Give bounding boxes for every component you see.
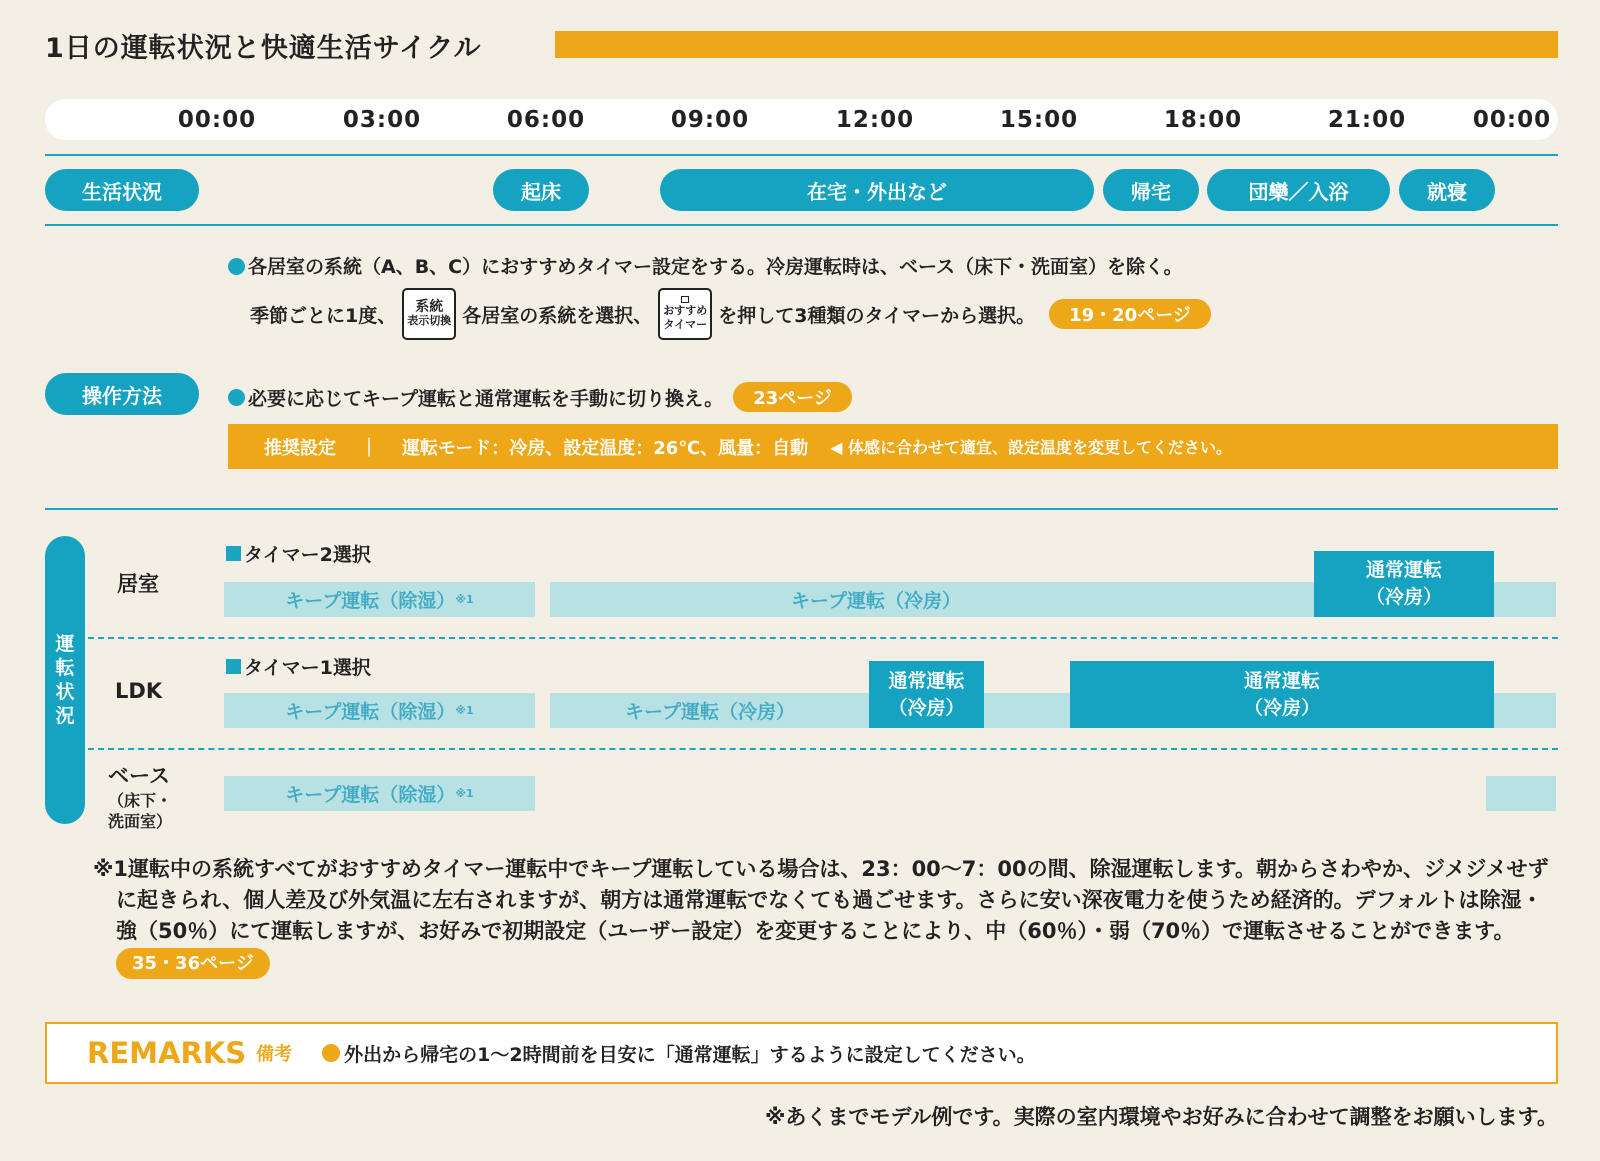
row-label-base: ベース （床下・ 洗面室） (108, 764, 173, 831)
square-icon (226, 659, 241, 674)
remarks-label: REMARKS (87, 1036, 247, 1070)
keep-block (1494, 693, 1556, 728)
page-ref-35-36: 35・36ページ (116, 948, 270, 979)
bullet-icon (228, 258, 245, 275)
time-label: 00:00 (177, 107, 257, 133)
recommend-value: 運転モード：冷房、設定温度：26℃、風量：自動 (402, 437, 809, 459)
keep-dehumid-block: キープ運転（除湿） ※1 (224, 693, 535, 728)
event-home-out: 在宅・外出など (660, 169, 1094, 211)
row-label-room: 居室 (117, 572, 159, 596)
remarks-box (45, 1022, 1558, 1084)
divider (45, 224, 1558, 226)
time-label: 21:00 (1327, 107, 1407, 133)
page-ref-19-20: 19・20ページ (1049, 299, 1211, 329)
system-switch-button-icon: 系統 表示切換 (402, 288, 456, 340)
time-label: 15:00 (999, 107, 1079, 133)
page-title: 1日の運転状況と快適生活サイクル (45, 33, 482, 64)
time-label: 09:00 (670, 107, 750, 133)
life-status-label: 生活状況 (45, 169, 199, 211)
time-label: 18:00 (1163, 107, 1243, 133)
operation-status-label: 運 転 状 況 (45, 536, 85, 824)
divider (45, 154, 1558, 156)
square-icon (226, 546, 241, 561)
keep-dehumid-block: キープ運転（除湿） ※1 (224, 582, 535, 617)
operation-line2: 季節ごとに1度、 系統 表示切換 各居室の系統を選択、 おすすめ タイマー を押して3種類のタイマーから選択。 19・20ページ (250, 288, 1211, 340)
row-divider (88, 748, 1558, 750)
bullet-icon (322, 1044, 340, 1062)
event-sleep: 就寝 (1399, 169, 1495, 211)
operation-line3: 必要に応じてキープ運転と通常運転を手動に切り換え。 23ページ (228, 382, 852, 412)
remarks-text: 外出から帰宅の1〜2時間前を目安に「通常運転」するように設定してください。 (344, 1043, 1036, 1066)
time-label: 00:00 (1472, 107, 1552, 133)
keep-cool-block: キープ運転（冷房） (550, 582, 1556, 617)
indicator-icon (681, 296, 689, 303)
normal-cool-block: 通常運転 （冷房） (869, 661, 984, 728)
recommend-note: ◀ 体感に合わせて適宜、設定温度を変更してください。 (830, 438, 1233, 457)
time-label: 03:00 (342, 107, 422, 133)
model-example-note: ※あくまでモデル例です。実際の室内環境やお好みに合わせて調整をお願いします。 (764, 1105, 1558, 1129)
bullet-icon (228, 389, 245, 406)
event-wake: 起床 (493, 169, 589, 211)
page-ref-23: 23ページ (733, 382, 852, 412)
operation-line1: 各居室の系統（A、B、C）におすすめタイマー設定をする。冷房運転時は、ベース（床下・洗面室）を除く。 (228, 252, 1183, 279)
remarks-label-jp: 備考 (256, 1044, 293, 1065)
divider (45, 508, 1558, 510)
normal-cool-block: 通常運転 （冷房） (1070, 661, 1494, 728)
operation-method-label: 操作方法 (45, 373, 199, 415)
row-divider (88, 637, 1558, 639)
time-label: 06:00 (506, 107, 586, 133)
footnote-1: ※1運転中の系統すべてがおすすめタイマー運転中でキープ運転している場合は、23：00〜7：00の間、除湿運転します。朝からさわやか、ジメジメせずに起きられ、個人差及び外気温に左右されますが、朝方は通常運転でなくても過ごせます。さらに安い深夜電力を使うため経済的。デフォルトは除湿・強（50％）にて運転しますが、お好みで初期設定（ユーザー設定）を変更することにより、中（60％）・弱（70％）で運転させることができます。 35・36ページ (92, 854, 1560, 979)
recommend-separator: ｜ (360, 437, 378, 459)
row-label-ldk: LDK (115, 679, 163, 703)
timer-select-label: タイマー1選択 (226, 653, 371, 680)
recommend-label: 推奨設定 (264, 437, 336, 459)
timer-select-label: タイマー2選択 (226, 540, 371, 567)
keep-dehumid-block (1486, 776, 1556, 811)
title-accent-bar (555, 31, 1558, 58)
normal-cool-block: 通常運転 （冷房） (1314, 551, 1494, 617)
time-label: 12:00 (835, 107, 915, 133)
recommended-settings-bar (228, 424, 1558, 469)
event-return: 帰宅 (1103, 169, 1199, 211)
keep-dehumid-block: キープ運転（除湿） ※1 (224, 776, 535, 811)
keep-cool-block (984, 693, 1070, 728)
keep-cool-block: キープ運転（冷房） (550, 693, 870, 728)
recommend-timer-button-icon: おすすめ タイマー (658, 288, 712, 340)
event-family-bath: 団欒／入浴 (1207, 169, 1390, 211)
